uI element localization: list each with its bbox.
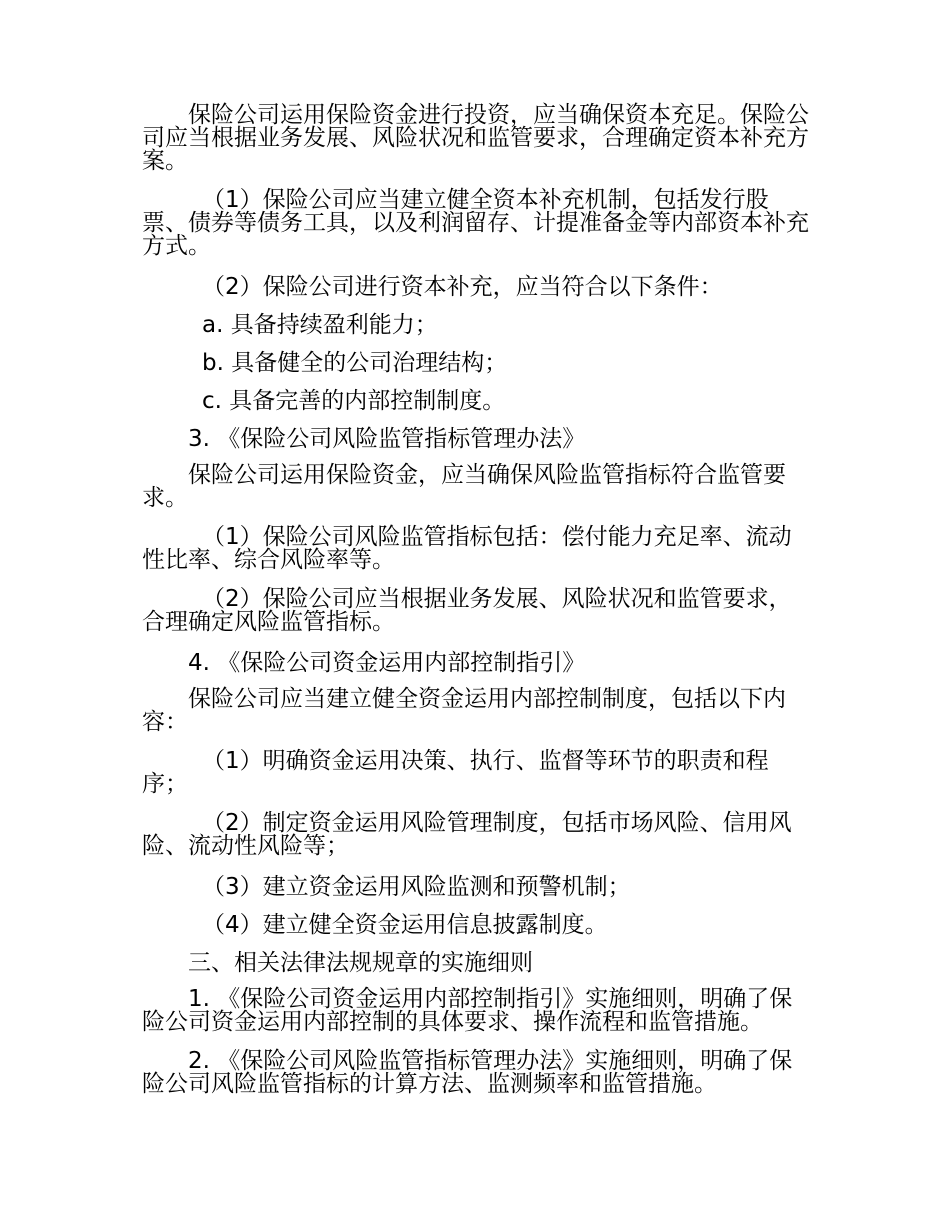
section-heading-internal-control: 4. 《保险公司资金运用内部控制指引》	[188, 650, 586, 676]
section-heading-risk-indicators: 3. 《保险公司风险监管指标管理办法》	[188, 426, 586, 452]
paragraph-implementation-1: 1. 《保险公司资金运用内部控制指引》实施细则，明确了保险公司资金运用内部控制的具体要求、操作流程和监管措施。	[142, 986, 793, 1035]
paragraph-control-item-1: （1）明确资金运用决策、执行、监督等环节的职责和程序；	[142, 748, 769, 797]
paragraph-control-item-2: （2）制定资金运用风险管理制度，包括市场风险、信用风险、流动性风险等；	[142, 810, 792, 859]
paragraph-implementation-2: 2. 《保险公司风险监管指标管理办法》实施细则，明确了保险公司风险监管指标的计算方法、监测频率和监管措施。	[142, 1048, 793, 1097]
document-body	[142, 104, 812, 1112]
paragraph-capital-conditions: （2）保险公司进行资本补充，应当符合以下条件：	[202, 274, 723, 300]
list-item-condition-a: a. 具备持续盈利能力；	[202, 312, 438, 338]
paragraph-risk-indicator-setting: （2）保险公司应当根据业务发展、风险状况和监管要求，合理确定风险监管指标。	[142, 586, 792, 635]
paragraph-capital-mechanism: （1）保险公司应当建立健全资本补充机制，包括发行股票、债券等债务工具，以及利润留存、计提准备金等内部资本补充方式。	[142, 187, 809, 259]
paragraph-control-item-4: （4）建立健全资金运用信息披露制度。	[202, 912, 608, 938]
paragraph-capital-adequacy: 保险公司运用保险资金进行投资，应当确保资本充足。保险公司应当根据业务发展、风险状况和监管要求，合理确定资本补充方案。	[142, 102, 809, 174]
paragraph-risk-indicators: 保险公司运用保险资金，应当确保风险监管指标符合监管要求。	[142, 462, 786, 511]
paragraph-internal-control: 保险公司应当建立健全资金运用内部控制制度，包括以下内容：	[142, 686, 786, 735]
list-item-condition-b: b. 具备健全的公司治理结构；	[202, 350, 508, 376]
section-heading-implementation: 三、相关法律法规规章的实施细则	[188, 950, 533, 976]
paragraph-control-item-3: （3）建立资金运用风险监测和预警机制；	[202, 874, 631, 900]
paragraph-risk-indicator-list: （1）保险公司风险监管指标包括：偿付能力充足率、流动性比率、综合风险率等。	[142, 524, 792, 573]
list-item-condition-c: c. 具备完善的内部控制制度。	[202, 388, 506, 414]
